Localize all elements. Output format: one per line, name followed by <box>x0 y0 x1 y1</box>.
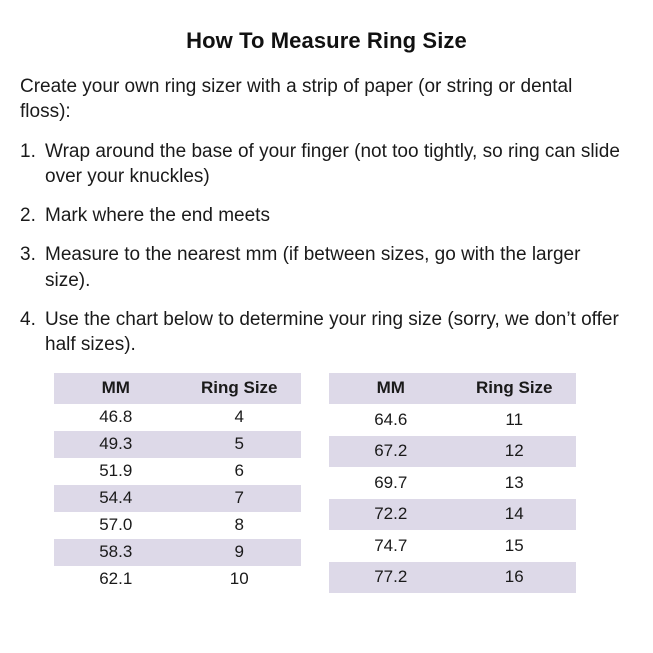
cell-ring-size: 7 <box>234 488 244 508</box>
table-header-row <box>54 373 301 404</box>
instruction-steps <box>18 139 635 358</box>
step-number: 4. <box>20 308 36 330</box>
column-header-mm: MM <box>101 378 130 398</box>
step-text: Measure to the nearest mm (if between sizes, go with the larger size). <box>45 244 581 291</box>
list-item <box>18 203 635 228</box>
cell-ring-size: 13 <box>504 472 524 492</box>
table-row <box>329 467 576 499</box>
table-header-row <box>329 373 576 404</box>
cell-mm: 64.6 <box>374 409 408 429</box>
cell-mm: 77.2 <box>374 567 408 587</box>
table-row <box>54 566 301 593</box>
step-text: Wrap around the base of your finger (not too tightly, so ring can slide over your knuckles) <box>45 140 620 187</box>
cell-ring-size: 8 <box>234 515 244 535</box>
cell-mm: 74.7 <box>374 535 408 555</box>
table-row <box>329 404 576 436</box>
cell-ring-size: 15 <box>504 535 524 555</box>
column-header-ring-size: Ring Size <box>200 378 278 398</box>
list-item <box>18 242 635 293</box>
column-header-ring-size: Ring Size <box>475 378 553 398</box>
table-row <box>54 431 301 458</box>
cell-mm: 46.8 <box>99 407 133 427</box>
table-row <box>329 562 576 594</box>
cell-mm: 49.3 <box>99 434 133 454</box>
ring-size-table-right <box>329 373 576 593</box>
cell-mm: 62.1 <box>99 569 133 589</box>
cell-ring-size: 12 <box>504 441 524 461</box>
cell-ring-size: 9 <box>234 542 244 562</box>
page-title: How To Measure Ring Size <box>186 28 467 53</box>
cell-mm: 54.4 <box>99 488 133 508</box>
ring-size-charts <box>18 373 635 593</box>
cell-ring-size: 10 <box>229 569 249 589</box>
step-number: 1. <box>20 140 36 162</box>
step-text: Mark where the end meets <box>45 205 270 227</box>
cell-ring-size: 16 <box>504 567 524 587</box>
cell-mm: 58.3 <box>99 542 133 562</box>
cell-ring-size: 6 <box>234 461 244 481</box>
table-row <box>329 499 576 531</box>
step-number: 3. <box>20 244 36 266</box>
table-row <box>54 458 301 485</box>
ring-size-table-left <box>54 373 301 593</box>
step-text: Use the chart below to determine your ring size (sorry, we don’t offer half sizes). <box>45 308 619 356</box>
table-row <box>54 512 301 539</box>
cell-mm: 51.9 <box>99 461 133 481</box>
cell-mm: 67.2 <box>374 441 408 461</box>
cell-ring-size: 11 <box>505 409 524 429</box>
table-row <box>54 539 301 566</box>
cell-mm: 69.7 <box>374 472 408 492</box>
cell-ring-size: 14 <box>504 504 524 524</box>
cell-ring-size: 5 <box>234 434 244 454</box>
cell-mm: 72.2 <box>374 504 408 524</box>
table-row <box>54 404 301 431</box>
cell-ring-size: 4 <box>234 407 244 427</box>
table-row <box>329 436 576 468</box>
column-header-mm: MM <box>376 378 405 398</box>
list-item <box>18 307 635 358</box>
cell-mm: 57.0 <box>99 515 133 535</box>
step-number: 2. <box>20 205 36 227</box>
table-row <box>329 530 576 562</box>
intro-paragraph: Create your own ring sizer with a strip of paper (or string or dental floss): <box>20 76 573 123</box>
list-item <box>18 139 635 190</box>
table-row <box>54 485 301 512</box>
